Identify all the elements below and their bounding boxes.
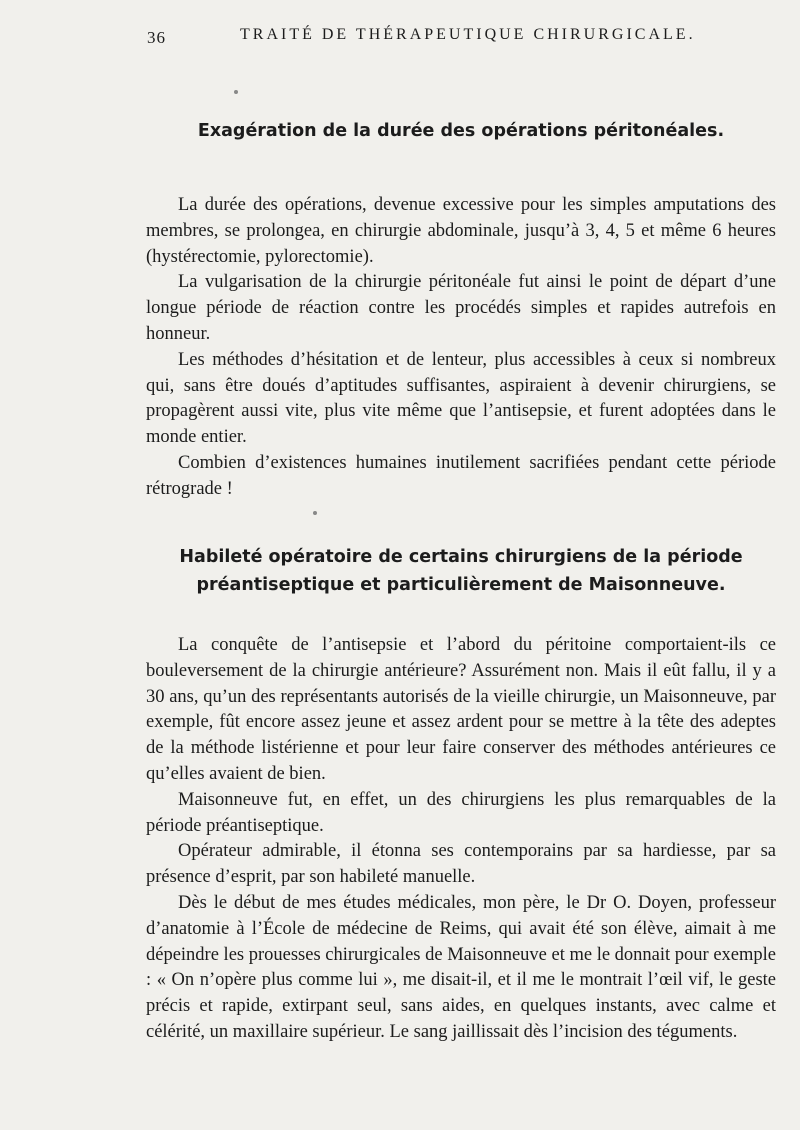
section-title: [146, 543, 776, 599]
section-title-line: préantiseptique et particulièrement de Maisonneuve.: [196, 575, 726, 595]
paragraph: Maisonneuve fut, en effet, un des chirurgiens les plus remarquables de la période préantiseptique.: [146, 789, 776, 836]
section-title-line: Habileté opératoire de certains chirurgiens de la période: [179, 547, 743, 567]
section-separator-dot: [313, 511, 317, 515]
section-title: Exagération de la durée des opérations péritonéales.: [197, 121, 725, 141]
paragraph: Combien d’existences humaines inutilement sacrifiées pendant cette période rétrograde !: [146, 452, 776, 499]
paragraph: Dès le début de mes études médicales, mon père, le Dr O. Doyen, professeur d’anatomie à l’École de médecine de Reims, qui avait été son élève, aimait à me dépeindre les prouesses chirurgicales de Maisonneuve et me le donnait pour exemple : « On n’opère plus comme lui », me disait-il, et il me le montrait l’œil vif, le geste précis et rapide, extirpant seul, sans aides, en quelques instants, avec calme et célérité, un maxillaire supérieur. Le sang jaillissait dès l’incision des téguments.: [146, 892, 776, 1042]
paragraph: La durée des opérations, devenue excessive pour les simples amputations des membres, se prolongea, en chirurgie abdominale, jusqu’à 3, 4, 5 et même 6 heures (hystérectomie, pylorectomie).: [146, 195, 776, 267]
paragraph: Les méthodes d’hésitation et de lenteur, plus accessibles à ceux si nombreux qui, sans être doués d’aptitudes suffisantes, aspiraient à devenir chirurgiens, se propagèrent aussi vite, plus vite même que l’antisepsie, et furent adoptées dans le monde entier.: [146, 349, 776, 448]
page-number: 36: [147, 28, 166, 47]
section-maisonneuve: [146, 543, 776, 1046]
print-speck: [234, 90, 238, 94]
section-duration: [146, 117, 776, 503]
paragraph: La conquête de l’antisepsie et l’abord du péritoine comportaient-ils ce bouleversement de la chirurgie antérieure? Assurément non. Mais il eût fallu, il y a 30 ans, qu’un des représentants autorisés de la vieille chirurgie, un Maisonneuve, par exemple, fût encore assez jeune et assez ardent pour se mettre à la tête des adeptes de la méthode listérienne et pour leur faire conserver des méthodes antérieures ce qu’elles avaient de bien.: [146, 635, 776, 784]
running-title: TRAITÉ DE THÉRAPEUTIQUE CHIRURGICALE.: [240, 26, 696, 43]
paragraph: Opérateur admirable, il étonna ses contemporains par sa hardiesse, par sa présence d’esprit, par son habileté manuelle.: [146, 841, 776, 888]
paragraph: La vulgarisation de la chirurgie péritonéale fut ainsi le point de départ d’une longue période de réaction contre les procédés simples et rapides autrefois en honneur.: [146, 272, 776, 344]
